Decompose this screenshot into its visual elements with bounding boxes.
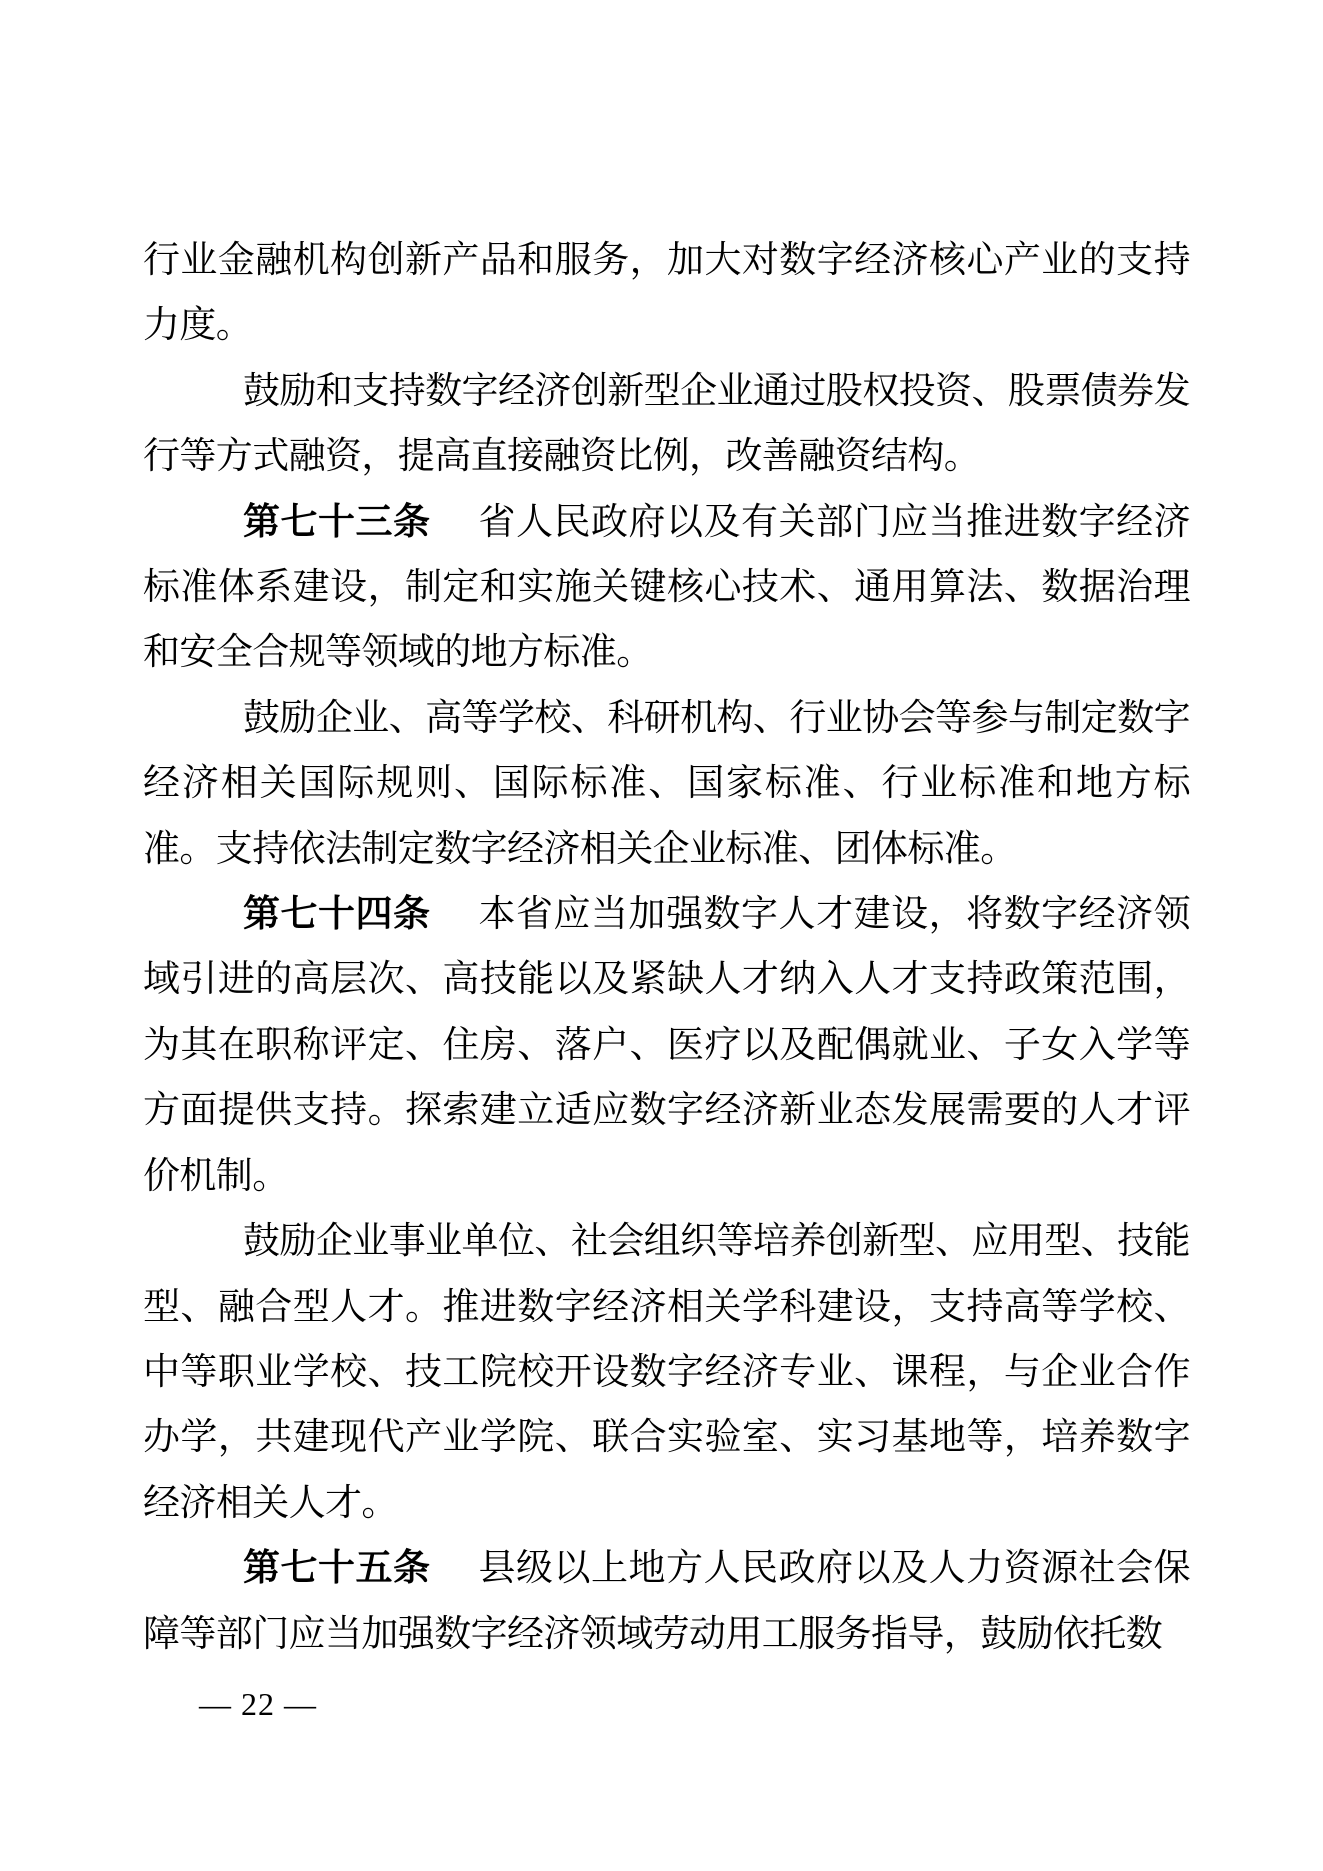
paragraph-text: 本省应当加强数字人才建设，将数字经济领域引进的高层次、高技能以及紧缺人才纳入人才支持政策范围，为其在职称评定、住房、落户、医疗以及配偶就业、子女入学等方面提供支持。探索建立适应数字经济新业态发展需要的人才评价机制。 [143,894,1191,1197]
paragraph-article-75 [143,1536,1190,1667]
paragraph-text: 县级以上地方人民政府以及人力资源社会保障等部门应当加强数字经济领域劳动用工服务指导，鼓励依托数 [143,1548,1191,1655]
article-number-heading: 第七十四条 [243,894,431,936]
document-body [143,228,1190,1667]
paragraph-text: 省人民政府以及有关部门应当推进数字经济标准体系建设，制定和实施关键核心技术、通用算法、数据治理和安全合规等领域的地方标准。 [143,501,1191,674]
page-number: — 22 — [199,1686,317,1722]
paragraph: 鼓励企业、高等学校、科研机构、行业协会等参与制定数字经济相关国际规则、国际标准、国家标准、行业标准和地方标准。支持依法制定数字经济相关企业标准、团体标准。 [143,697,1190,870]
paragraph-article-74 [143,882,1190,1209]
paragraph: 鼓励和支持数字经济创新型企业通过股权投资、股票债券发行等方式融资，提高直接融资比例，改善融资结构。 [143,370,1190,478]
paragraph-article-73 [143,490,1190,686]
paragraph: 鼓励企业事业单位、社会组织等培养创新型、应用型、技能型、融合型人才。推进数字经济相关学科建设，支持高等学校、中等职业学校、技工院校开设数字经济专业、课程，与企业合作办学，共建现代产业学院、联合实验室、实习基地等，培养数字经济相关人才。 [143,1221,1190,1524]
article-number-heading: 第七十五条 [243,1548,431,1590]
article-number-heading: 第七十三条 [243,501,431,543]
paragraph-continuation: 行业金融机构创新产品和服务，加大对数字经济核心产业的支持力度。 [143,240,1190,347]
